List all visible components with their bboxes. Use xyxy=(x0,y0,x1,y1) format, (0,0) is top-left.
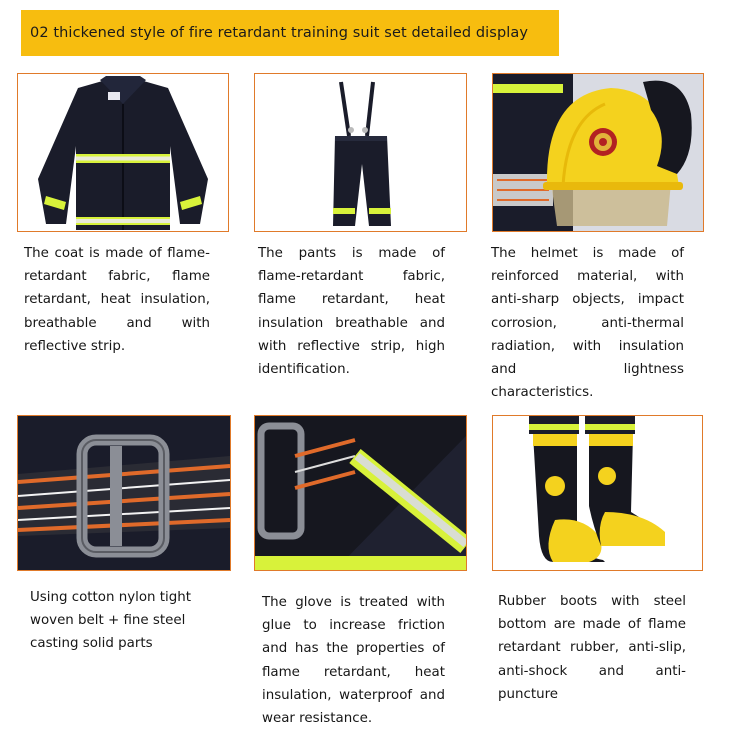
coat-description: The coat is made of flame-retardant fabric, flame retardant, heat insulation, breathable and with reflective strip. xyxy=(24,246,210,354)
pants-photo xyxy=(254,73,467,232)
belt-buckle-photo xyxy=(17,415,231,571)
title-banner xyxy=(21,10,559,56)
pants-description: The pants is made of flame-retardant fabric, flame retardant, heat insulation breathable and with reflective strip, high identification. xyxy=(258,246,445,378)
glove-photo xyxy=(254,415,467,571)
boots-photo xyxy=(492,415,703,571)
glove-description: The glove is treated with glue to increase friction and has the properties of flame retardant, heat insulation, waterproof and wear resistance. xyxy=(262,595,445,727)
helmet-description: The helmet is made of reinforced material, with anti-sharp objects, impact corrosion, anti-thermal radiation, with insulation and lightness characteristics. xyxy=(491,246,684,401)
belt-description: Using cotton nylon tight woven belt + fine steel casting solid parts xyxy=(30,590,192,652)
helmet-photo xyxy=(492,73,704,232)
boots-description: Rubber boots with steel bottom are made of flame retardant rubber, anti-slip, anti-shock and anti-puncture xyxy=(498,594,686,702)
page-title: 02 thickened style of fire retardant training suit set detailed display xyxy=(30,25,529,41)
coat-photo xyxy=(17,73,229,232)
